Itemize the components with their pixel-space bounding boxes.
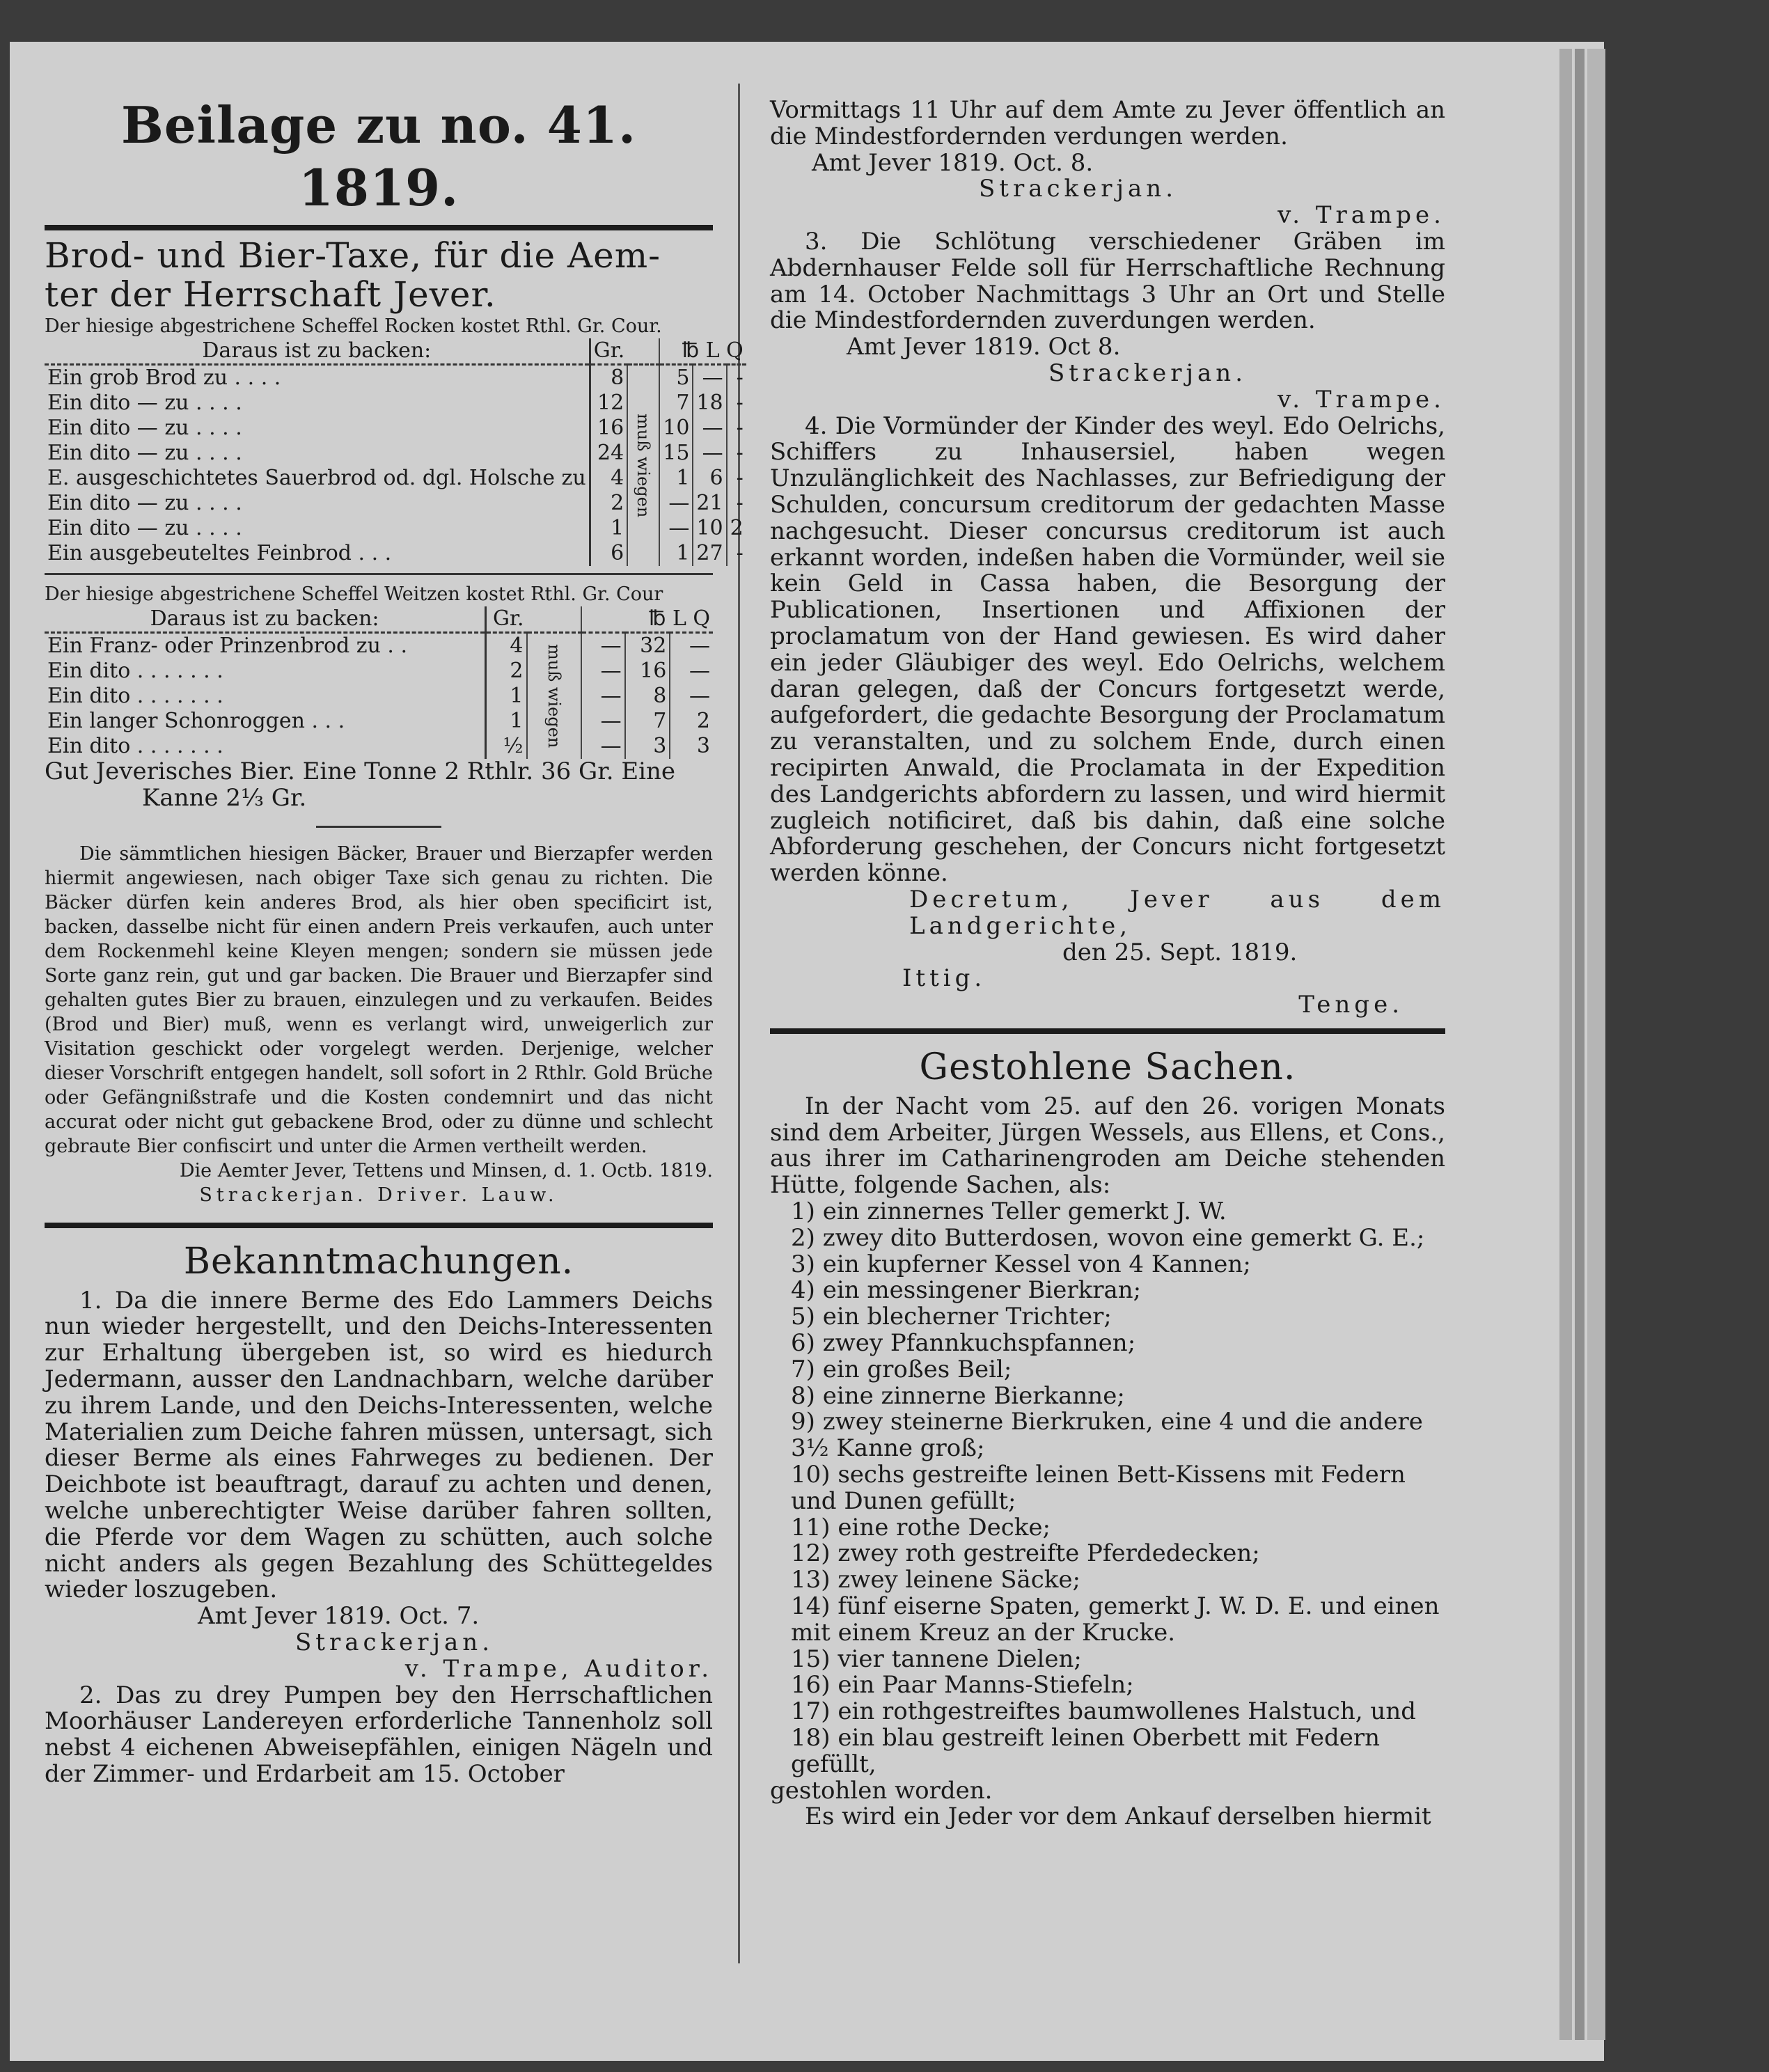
divider <box>770 1028 1445 1034</box>
stolen-item: 5) ein blecherner Trichter; <box>791 1303 1112 1331</box>
wheat-cell-b: 3 <box>625 734 670 759</box>
wheat-cell-a: — <box>581 633 625 659</box>
stolen-outro: gestohlen worden. <box>770 1776 993 1805</box>
wheat-cell-a: — <box>581 709 625 734</box>
tax-title-2: ter der Herrschaft Jever. <box>45 274 496 315</box>
wheat-cell-c: 3 <box>670 734 713 759</box>
right-column <box>770 97 1445 1830</box>
rye-cell-b: 10 <box>693 516 726 541</box>
announcement-4-decree1: Decretum, Jever aus dem Landgerichte, <box>909 885 1445 940</box>
wheat-cell-name: Ein dito . . . . . . . <box>47 659 223 683</box>
wheat-cell-c: — <box>670 684 713 709</box>
stolen-item: 16) ein Paar Manns-Stiefeln; <box>791 1671 1134 1700</box>
rye-row <box>45 365 746 391</box>
rye-cell-name: Ein dito — zu . . . . <box>47 416 242 440</box>
wheat-cell-b: 16 <box>625 659 670 684</box>
stolen-item: 13) zwey leinene Säcke; <box>791 1566 1080 1594</box>
wheat-col-gr: Gr. <box>486 606 527 633</box>
left-column <box>45 42 744 1788</box>
stolen-list <box>770 1199 1445 1778</box>
tax-title-1: Brod- und Bier-Taxe, für die Aem- <box>45 235 661 276</box>
rye-cell-name: Ein grob Brod zu . . . . <box>47 366 281 390</box>
wheat-col-units: ℔ L Q <box>581 606 713 633</box>
stolen-item: 8) eine zinnerne Bierkanne; <box>791 1381 1125 1410</box>
rye-gewicht-label: muß wiegen <box>627 365 659 567</box>
beer-price-2: Kanne 2⅓ Gr. <box>142 783 307 812</box>
announcement-1-sig1: Strackerjan. <box>295 1628 494 1656</box>
rye-cell-b: — <box>693 365 726 391</box>
announcement-4: 4. Die Vormünder der Kinder des weyl. Edo Oelrichs, Schiffers zu Inhausersiel, haben wegen Unzulänglichkeit des Nachlasses, zur Befriedigung der Schulden, concursum creditorum der gedachten Masse nachgesucht. Dieser concursus creditorum ist auch erkannt worden, indeßen haben die Vormünder, weil sie kein Geld in Cassa haben, die Besorgung der Publicationen, Insertionen und Affixionen der proclamatum von der Hand gewiesen. Es wird daher ein jeder Gläubiger des weyl. Edo Oelrichs, welchem daran gelegen, daß der Concurs fortgesetzt werde, aufgefordert, die gedachte Besorgung der Proclamatum zu veranstalten, und zu solchem Ende, durch einen recipirten Anwald, die Proclamata in der Expedition des Landgerichts abfordern zu lassen, und wird hiermit zugleich notificiret, daß bis dahin, daß eine solche Abforderung geschehen, der Concurs nicht fortgesetzt werden könne. <box>770 411 1445 888</box>
wheat-cell-b: 8 <box>625 684 670 709</box>
stolen-item: 9) zwey steinerne Bierkruken, eine 4 und die andere 3½ Kanne groß; <box>791 1408 1423 1463</box>
rye-cell-name: Ein dito — zu . . . . <box>47 441 242 465</box>
stolen-item: 17) ein rothgestreiftes baumwollenes Halstuch, und <box>791 1697 1416 1726</box>
rye-cell-gr: 4 <box>590 466 627 491</box>
page-edge <box>1575 49 1585 2040</box>
wheat-cell-gr: 1 <box>486 684 527 709</box>
wheat-row <box>45 659 713 684</box>
wheat-cell-name: Ein dito . . . . . . . <box>47 734 223 758</box>
rye-cell-gr: 16 <box>590 416 627 441</box>
rye-cell-c: - <box>727 541 746 566</box>
announcement-2-date: Amt Jever 1819. Oct. 8. <box>812 148 1094 177</box>
rye-cell-b: — <box>693 416 726 441</box>
wheat-cell-gr: 1 <box>486 709 527 734</box>
rye-cell-c: - <box>727 416 746 441</box>
wheat-row <box>45 734 713 759</box>
divider <box>45 573 713 575</box>
stolen-item: 11) eine rothe Decke; <box>791 1513 1051 1541</box>
rye-cell-b: 6 <box>693 466 726 491</box>
rye-rows <box>45 365 746 567</box>
rye-cell-a: 15 <box>659 441 693 466</box>
stolen-item: 3) ein kupferner Kessel von 4 Kannen; <box>791 1250 1251 1278</box>
wheat-cell-gr: 4 <box>486 633 527 659</box>
wheat-row <box>45 684 713 709</box>
wheat-cell-c: — <box>670 659 713 684</box>
page-edge <box>1587 49 1605 2040</box>
rye-cell-c: 2 <box>727 516 746 541</box>
wheat-cell-c: — <box>670 633 713 659</box>
rye-cell-b: — <box>693 441 726 466</box>
page-title: Beilage zu no. 41. 1819. <box>120 95 637 217</box>
stolen-item: 15) vier tannene Dielen; <box>791 1645 1082 1673</box>
rye-cell-gr: 6 <box>590 541 627 566</box>
rye-cell-name: Ein dito — zu . . . . <box>47 491 242 515</box>
rye-subhead: Daraus ist zu backen: <box>45 338 590 365</box>
announcement-3-sig1: Strackerjan. <box>1048 359 1248 387</box>
announcement-4-decree2: den 25. Sept. 1819. <box>1062 938 1298 966</box>
rye-cell-c: - <box>727 365 746 391</box>
announcement-2-sig1: Strackerjan. <box>979 175 1178 203</box>
announcement-4-sig1: Ittig. <box>902 964 986 993</box>
rye-cell-b: 27 <box>693 541 726 566</box>
rye-cell-name: E. ausgeschichtetes Sauerbrod od. dgl. Holsche zu <box>47 466 586 490</box>
stolen-item: 10) sechs gestreifte leinen Bett-Kissens mit Federn und Dunen gefüllt; <box>791 1461 1406 1515</box>
stolen-item: 7) ein großes Beil; <box>791 1355 1012 1383</box>
announcement-1: 1. Da die innere Berme des Edo Lammers Deichs nun wieder hergestellt, und den Deichs-Interessenten zur Erhaltung übergeben ist, so wird es hiedurch Jedermann, ausser den Landnachbarn, welche darüber zu ihrem Lande, und den Deichs-Interessenten, welche Materialien zum Deiche fahren müssen, untersagt, sich dieser Berme als eines Fahrweges zu bedienen. Der Deichbote ist beauftragt, darauf zu achten und denen, welche unberechtigter Weise darüber fahren sollten, die Pferde vor dem Wagen zu schütten, auch solche nicht anders als gegen Bezahlung des Schüttegeldes wieder loszugeben. <box>45 1286 713 1604</box>
stolen-title: Gestohlene Sachen. <box>919 1046 1296 1088</box>
tax-place-date: Die Aemter Jever, Tettens und Minsen, d. 1. Octb. 1819. <box>179 1159 713 1182</box>
rye-cell-name: Ein dito — zu . . . . <box>47 391 242 415</box>
rye-cell-a: 7 <box>659 391 693 416</box>
announcement-2-cont: Vormittags 11 Uhr auf dem Amte zu Jever öffentlich an die Mindestfordernden verdungen werden. <box>770 96 1445 150</box>
divider <box>45 1223 713 1228</box>
rye-cell-a: 5 <box>659 365 693 391</box>
announcement-1-date: Amt Jever 1819. Oct. 7. <box>198 1602 480 1631</box>
wheat-cell-b: 7 <box>625 709 670 734</box>
wheat-cell-name: Ein langer Schonroggen . . . <box>47 709 345 733</box>
beer-price: Gut Jeverisches Bier. Eine Tonne 2 Rthlr. 36 Gr. Eine <box>45 758 676 785</box>
stolen-item: 2) zwey dito Butterdosen, wovon eine gemerkt G. E.; <box>791 1223 1425 1252</box>
announcement-3: 3. Die Schlötung verschiedener Gräben im Abdernhauser Felde soll für Herrschaftliche Rechnung am 14. October Nachmittags 3 Uhr an Ort und Stelle die Mindestfordernden zuverdungen werden. <box>770 227 1445 335</box>
wheat-cell-c: 2 <box>670 709 713 734</box>
stolen-item: 18) ein blau gestreift leinen Oberbett mit Federn gefüllt, <box>791 1724 1381 1778</box>
rye-col-gr: Gr. <box>590 338 627 365</box>
wheat-cell-gr: 2 <box>486 659 527 684</box>
stolen-intro: In der Nacht vom 25. auf den 26. vorigen Monats sind dem Arbeiter, Jürgen Wessels, aus Ellens, et Cons., aus ihrer im Catharinengroden am Deiche stehenden Hütte, folgende Sachen, als: <box>770 1092 1445 1200</box>
rye-cell-name: Ein dito — zu . . . . <box>47 516 242 540</box>
wheat-cell-a: — <box>581 659 625 684</box>
stolen-item: 1) ein zinnernes Teller gemerkt J. W. <box>791 1198 1227 1226</box>
rye-cell-b: 21 <box>693 491 726 516</box>
wheat-cell-name: Ein dito . . . . . . . <box>47 684 223 708</box>
rye-table <box>45 338 746 566</box>
rye-cell-c: - <box>727 466 746 491</box>
announcement-3-sig2: v. Trampe. <box>1277 385 1445 414</box>
divider <box>316 826 441 828</box>
wheat-cell-b: 32 <box>625 633 670 659</box>
rye-cell-gr: 2 <box>590 491 627 516</box>
announcements-title: Bekanntmachungen. <box>183 1240 574 1282</box>
rye-cell-gr: 1 <box>590 516 627 541</box>
tax-signatures: Strackerjan. Driver. Lauw. <box>199 1184 558 1206</box>
announcement-1-sig2: v. Trampe, Auditor. <box>404 1654 713 1683</box>
rye-cell-gr: 8 <box>590 365 627 391</box>
wheat-rows <box>45 633 713 760</box>
rye-col-units: ℔ L Q <box>659 338 746 365</box>
stolen-item: 14) fünf eiserne Spaten, gemerkt J. W. D. E. und einen mit einem Kreuz an der Krucke. <box>791 1592 1440 1647</box>
rye-intro: Der hiesige abgestrichene Scheffel Rocken kostet Rthl. Gr. Cour. <box>45 315 662 337</box>
wheat-subhead: Daraus ist zu backen: <box>45 606 486 633</box>
wheat-row <box>45 633 713 659</box>
rye-cell-c: - <box>727 491 746 516</box>
stolen-item: 6) zwey Pfannkuchspfannen; <box>791 1329 1136 1358</box>
wheat-cell-gr: ½ <box>486 734 527 759</box>
announcement-4-sig2: Tenge. <box>1298 991 1404 1019</box>
announcement-2: 2. Das zu drey Pumpen bey den Herrschaftlichen Moorhäuser Landereyen erforderliche Tannenholz soll nebst 4 eichenen Abweisepfählen, einigen Nägeln und der Zimmer- und Erdarbeit am 15. October <box>45 1681 713 1788</box>
rye-cell-name: Ein ausgebeuteltes Feinbrod . . . <box>47 541 392 565</box>
divider <box>45 225 713 230</box>
rye-cell-c: - <box>727 391 746 416</box>
wheat-table <box>45 606 713 759</box>
wheat-gewicht-label: muß wiegen <box>527 633 581 760</box>
rye-cell-a: 10 <box>659 416 693 441</box>
rye-cell-a: 1 <box>659 466 693 491</box>
stolen-item: 12) zwey roth gestreifte Pferdedecken; <box>791 1539 1260 1568</box>
wheat-intro: Der hiesige abgestrichene Scheffel Weitzen kostet Rthl. Gr. Cour <box>45 583 663 605</box>
rye-cell-b: 18 <box>693 391 726 416</box>
wheat-cell-a: — <box>581 734 625 759</box>
rye-cell-c: - <box>727 441 746 466</box>
rye-cell-a: 1 <box>659 541 693 566</box>
tax-notice: Die sämmtlichen hiesigen Bäcker, Brauer und Bierzapfer werden hiermit angewiesen, nach obiger Taxe sich genau zu richten. Die Bäcker dürfen kein anderes Brod, als hier oben specificirt ist, backen, dasselbe nicht für einen andern Preis verkaufen, auch unter dem Rockenmehl keine Kleyen mengen; sondern sie müssen jede Sorte ganz rein, gut und gar backen. Die Brauer und Bierzapfer sind gehalten gutes Bier zu brauen, einzulegen und zu verkaufen. Beides (Brod und Bier) muß, wenn es verlangt wird, unweigerlich zur Visitation geschickt oder vorgelegt werden. Derjenige, welcher dieser Vorschrift entgegen handelt, soll sofort in 2 Rthlr. Gold Brüche oder Gefängnißstrafe und die Kosten condemnirt und das nicht accurat oder nicht gut gebackene Brod, oder zu dünne und schlecht gebraute Bier confiscirt und unter die Armen vertheilt werden. <box>45 842 713 1157</box>
wheat-cell-a: — <box>581 684 625 709</box>
wheat-cell-name: Ein Franz- oder Prinzenbrod zu . . <box>47 634 408 658</box>
announcement-3-date: Amt Jever 1819. Oct 8. <box>847 333 1121 361</box>
announcement-2-sig2: v. Trampe. <box>1277 201 1445 230</box>
rye-cell-a: — <box>659 491 693 516</box>
rye-cell-a: — <box>659 516 693 541</box>
stolen-last: Es wird ein Jeder vor dem Ankauf derselben hiermit <box>805 1803 1431 1831</box>
page-edge <box>1559 49 1572 2040</box>
rye-cell-gr: 12 <box>590 391 627 416</box>
stolen-item: 4) ein messingener Bierkran; <box>791 1276 1142 1305</box>
wheat-row <box>45 709 713 734</box>
rye-cell-gr: 24 <box>590 441 627 466</box>
